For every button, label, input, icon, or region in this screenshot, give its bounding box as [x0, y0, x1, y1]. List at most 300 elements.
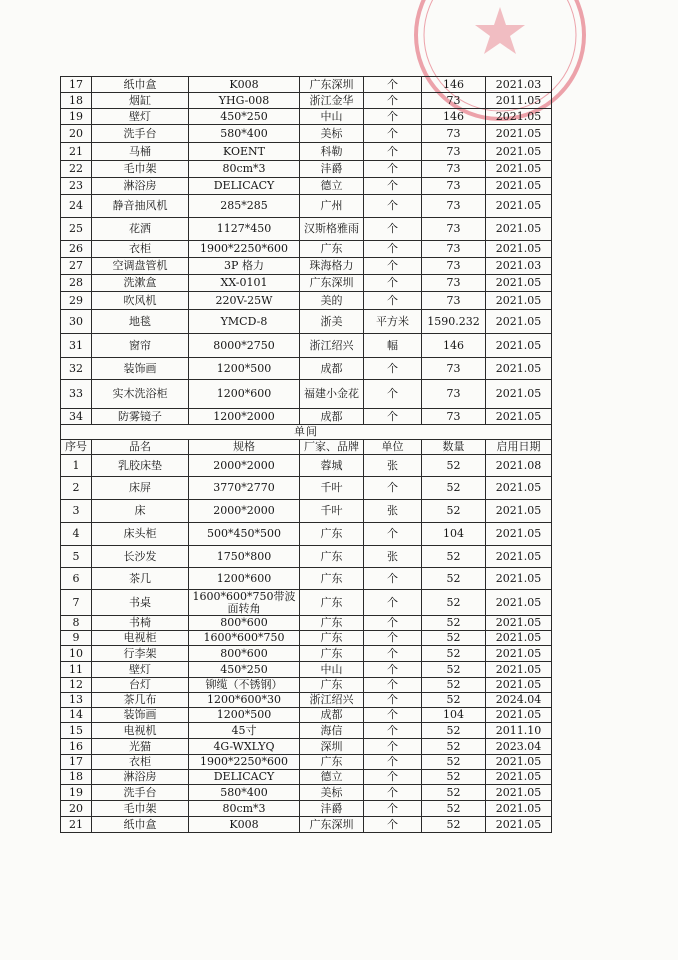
cell-qty: 52 — [422, 739, 486, 755]
table-row — [61, 568, 552, 590]
cell-brand: 广东深圳 — [300, 77, 364, 93]
cell-brand: 广东 — [300, 616, 364, 631]
cell-no: 27 — [61, 258, 92, 275]
cell-date: 2021.05 — [486, 616, 552, 631]
cell-unit: 个 — [364, 380, 422, 409]
cell-no: 23 — [61, 178, 92, 195]
table-row — [61, 678, 552, 693]
cell-name: 地毯 — [92, 310, 189, 334]
cell-name: 书椅 — [92, 616, 189, 631]
cell-no: 14 — [61, 708, 92, 723]
cell-spec: 1200*600 — [189, 380, 300, 409]
table-row — [61, 241, 552, 258]
table-row — [61, 785, 552, 801]
cell-no: 10 — [61, 646, 92, 662]
cell-name: 床头柜 — [92, 523, 189, 546]
table-row — [61, 109, 552, 125]
cell-brand: 广东 — [300, 241, 364, 258]
cell-date: 2021.05 — [486, 161, 552, 178]
cell-spec: 2000*2000 — [189, 500, 300, 523]
cell-date: 2021.05 — [486, 785, 552, 801]
cell-qty: 52 — [422, 693, 486, 708]
cell-unit: 个 — [364, 693, 422, 708]
cell-spec: 580*400 — [189, 125, 300, 143]
cell-unit: 个 — [364, 646, 422, 662]
table-row — [61, 195, 552, 218]
table-row — [61, 616, 552, 631]
cell-name: 行李架 — [92, 646, 189, 662]
cell-qty: 52 — [422, 455, 486, 477]
cell-unit: 个 — [364, 678, 422, 693]
cell-spec: 2000*2000 — [189, 455, 300, 477]
cell-unit: 个 — [364, 770, 422, 785]
cell-name: 电视机 — [92, 723, 189, 739]
table-row — [61, 218, 552, 241]
cell-qty: 104 — [422, 708, 486, 723]
cell-no: 16 — [61, 739, 92, 755]
cell-brand: 广东 — [300, 678, 364, 693]
table-row — [61, 77, 552, 93]
cell-unit: 个 — [364, 195, 422, 218]
cell-brand: 千叶 — [300, 500, 364, 523]
cell-name: 装饰画 — [92, 708, 189, 723]
cell-unit: 个 — [364, 568, 422, 590]
cell-name: 电视柜 — [92, 631, 189, 646]
cell-no: 34 — [61, 409, 92, 425]
cell-brand: 广东 — [300, 568, 364, 590]
cell-date: 2021.05 — [486, 241, 552, 258]
cell-qty: 52 — [422, 500, 486, 523]
cell-no: 8 — [61, 616, 92, 631]
cell-unit: 个 — [364, 631, 422, 646]
cell-qty: 73 — [422, 292, 486, 310]
cell-date: 2011.05 — [486, 93, 552, 109]
cell-name: 毛巾架 — [92, 801, 189, 817]
header-row — [61, 440, 552, 455]
table-row — [61, 93, 552, 109]
cell-spec: 1200*500 — [189, 708, 300, 723]
cell-date: 2021.05 — [486, 409, 552, 425]
cell-no: 18 — [61, 770, 92, 785]
cell-spec: K008 — [189, 77, 300, 93]
cell-date: 2021.05 — [486, 195, 552, 218]
cell-name: 光猫 — [92, 739, 189, 755]
cell-no: 13 — [61, 693, 92, 708]
cell-spec: 8000*2750 — [189, 334, 300, 358]
cell-name: 淋浴房 — [92, 178, 189, 195]
cell-no: 20 — [61, 801, 92, 817]
cell-unit: 个 — [364, 77, 422, 93]
table-row — [61, 455, 552, 477]
table-row — [61, 523, 552, 546]
table-row — [61, 275, 552, 292]
section-title-row — [61, 425, 552, 440]
cell-name: 壁灯 — [92, 109, 189, 125]
cell-name: 防雾镜子 — [92, 409, 189, 425]
cell-no: 21 — [61, 143, 92, 161]
cell-unit: 个 — [364, 662, 422, 678]
cell-name: 床 — [92, 500, 189, 523]
cell-unit: 个 — [364, 708, 422, 723]
cell-brand: 美标 — [300, 125, 364, 143]
cell-qty: 52 — [422, 616, 486, 631]
cell-no: 24 — [61, 195, 92, 218]
cell-no: 33 — [61, 380, 92, 409]
cell-brand: 汉斯格雅雨 — [300, 218, 364, 241]
cell-no: 29 — [61, 292, 92, 310]
cell-qty: 73 — [422, 409, 486, 425]
cell-brand: 福建小金花 — [300, 380, 364, 409]
cell-name: 淋浴房 — [92, 770, 189, 785]
cell-date: 2021.05 — [486, 292, 552, 310]
cell-brand: 广东 — [300, 631, 364, 646]
cell-spec: DELICACY — [189, 178, 300, 195]
cell-unit: 个 — [364, 477, 422, 500]
cell-spec: 80cm*3 — [189, 801, 300, 817]
table-row — [61, 739, 552, 755]
table-row — [61, 143, 552, 161]
cell-qty: 73 — [422, 125, 486, 143]
cell-name: 茶几 — [92, 568, 189, 590]
cell-spec: 285*285 — [189, 195, 300, 218]
cell-name: 实木洗浴柜 — [92, 380, 189, 409]
cell-date: 2021.05 — [486, 755, 552, 770]
cell-spec: 1127*450 — [189, 218, 300, 241]
cell-no: 17 — [61, 755, 92, 770]
cell-brand: 美标 — [300, 785, 364, 801]
cell-spec: 4G-WXLYQ — [189, 739, 300, 755]
cell-brand: 沣爵 — [300, 801, 364, 817]
cell-spec: YMCD-8 — [189, 310, 300, 334]
cell-name: 台灯 — [92, 678, 189, 693]
cell-name: 衣柜 — [92, 241, 189, 258]
cell-qty: 73 — [422, 380, 486, 409]
cell-qty: 73 — [422, 218, 486, 241]
cell-unit: 张 — [364, 500, 422, 523]
cell-spec: 580*400 — [189, 785, 300, 801]
cell-no: 26 — [61, 241, 92, 258]
cell-no: 28 — [61, 275, 92, 292]
cell-unit: 个 — [364, 523, 422, 546]
cell-no: 32 — [61, 358, 92, 380]
cell-brand: 深圳 — [300, 739, 364, 755]
cell-brand: 广东深圳 — [300, 275, 364, 292]
cell-spec: 1200*2000 — [189, 409, 300, 425]
cell-qty: 73 — [422, 358, 486, 380]
cell-no: 9 — [61, 631, 92, 646]
cell-brand: 珠海格力 — [300, 258, 364, 275]
cell-date: 2021.05 — [486, 125, 552, 143]
cell-spec: 1600*600*750 — [189, 631, 300, 646]
table-row — [61, 646, 552, 662]
cell-date: 2021.05 — [486, 380, 552, 409]
cell-brand: 德立 — [300, 178, 364, 195]
cell-brand: 海信 — [300, 723, 364, 739]
cell-spec: K008 — [189, 817, 300, 833]
cell-no: 31 — [61, 334, 92, 358]
cell-qty: 52 — [422, 801, 486, 817]
cell-brand: 中山 — [300, 109, 364, 125]
cell-date: 2021.05 — [486, 500, 552, 523]
inventory-table — [60, 76, 552, 833]
cell-brand: 广东 — [300, 755, 364, 770]
cell-unit: 个 — [364, 292, 422, 310]
table-row — [61, 178, 552, 195]
table-row — [61, 125, 552, 143]
cell-brand: 蓉城 — [300, 455, 364, 477]
cell-qty: 52 — [422, 590, 486, 616]
cell-spec: XX-0101 — [189, 275, 300, 292]
cell-unit: 个 — [364, 616, 422, 631]
cell-qty: 52 — [422, 631, 486, 646]
cell-spec: 1900*2250*600 — [189, 755, 300, 770]
cell-name: 毛巾架 — [92, 161, 189, 178]
table-row — [61, 380, 552, 409]
cell-qty: 52 — [422, 785, 486, 801]
cell-spec: DELICACY — [189, 770, 300, 785]
cell-unit: 个 — [364, 143, 422, 161]
cell-unit: 个 — [364, 723, 422, 739]
cell-no: 6 — [61, 568, 92, 590]
table-row — [61, 292, 552, 310]
table-section-a — [61, 77, 552, 425]
cell-unit: 个 — [364, 258, 422, 275]
cell-spec: 1900*2250*600 — [189, 241, 300, 258]
cell-date: 2021.05 — [486, 477, 552, 500]
cell-qty: 73 — [422, 161, 486, 178]
header-no: 序号 — [61, 440, 92, 455]
table-row — [61, 546, 552, 568]
cell-unit: 平方米 — [364, 310, 422, 334]
cell-unit: 个 — [364, 125, 422, 143]
table-row — [61, 817, 552, 833]
cell-date: 2021.05 — [486, 275, 552, 292]
cell-qty: 52 — [422, 723, 486, 739]
cell-no: 20 — [61, 125, 92, 143]
cell-name: 花洒 — [92, 218, 189, 241]
cell-unit: 张 — [364, 546, 422, 568]
cell-brand: 千叶 — [300, 477, 364, 500]
cell-date: 2021.05 — [486, 310, 552, 334]
cell-qty: 73 — [422, 275, 486, 292]
cell-unit: 个 — [364, 178, 422, 195]
section-title: 单间 — [61, 425, 552, 440]
table-row — [61, 500, 552, 523]
cell-brand: 广东 — [300, 646, 364, 662]
cell-name: 衣柜 — [92, 755, 189, 770]
cell-date: 2024.04 — [486, 693, 552, 708]
cell-name: 装饰画 — [92, 358, 189, 380]
cell-brand: 沣爵 — [300, 161, 364, 178]
cell-name: 乳胶床垫 — [92, 455, 189, 477]
cell-brand: 成都 — [300, 409, 364, 425]
cell-brand: 成都 — [300, 358, 364, 380]
cell-date: 2021.05 — [486, 546, 552, 568]
cell-brand: 广州 — [300, 195, 364, 218]
cell-no: 4 — [61, 523, 92, 546]
cell-spec: 45寸 — [189, 723, 300, 739]
cell-unit: 个 — [364, 785, 422, 801]
cell-unit: 个 — [364, 801, 422, 817]
cell-unit: 个 — [364, 93, 422, 109]
cell-qty: 52 — [422, 817, 486, 833]
cell-spec: 220V-25W — [189, 292, 300, 310]
header-spec: 规格 — [189, 440, 300, 455]
cell-date: 2021.05 — [486, 358, 552, 380]
cell-unit: 个 — [364, 739, 422, 755]
cell-unit: 个 — [364, 218, 422, 241]
cell-qty: 73 — [422, 93, 486, 109]
cell-qty: 52 — [422, 568, 486, 590]
cell-date: 2021.03 — [486, 77, 552, 93]
table-row — [61, 334, 552, 358]
cell-name: 马桶 — [92, 143, 189, 161]
cell-name: 静音抽风机 — [92, 195, 189, 218]
cell-no: 7 — [61, 590, 92, 616]
cell-date: 2021.05 — [486, 646, 552, 662]
cell-date: 2021.05 — [486, 817, 552, 833]
cell-spec: 1200*500 — [189, 358, 300, 380]
cell-qty: 52 — [422, 678, 486, 693]
cell-brand: 德立 — [300, 770, 364, 785]
cell-brand: 广东 — [300, 523, 364, 546]
cell-date: 2021.05 — [486, 801, 552, 817]
cell-unit: 个 — [364, 161, 422, 178]
cell-qty: 52 — [422, 770, 486, 785]
cell-spec: 800*600 — [189, 646, 300, 662]
cell-unit: 张 — [364, 455, 422, 477]
table-row — [61, 723, 552, 739]
cell-name: 纸巾盒 — [92, 817, 189, 833]
table-section-b — [61, 425, 552, 833]
cell-name: 窗帘 — [92, 334, 189, 358]
cell-brand: 浙江金华 — [300, 93, 364, 109]
cell-qty: 52 — [422, 477, 486, 500]
header-unit: 单位 — [364, 440, 422, 455]
table-row — [61, 310, 552, 334]
cell-no: 21 — [61, 817, 92, 833]
cell-name: 空调盘管机 — [92, 258, 189, 275]
table-row — [61, 477, 552, 500]
table-row — [61, 662, 552, 678]
cell-spec: 800*600 — [189, 616, 300, 631]
cell-qty: 73 — [422, 178, 486, 195]
cell-brand: 浙美 — [300, 310, 364, 334]
cell-date: 2021.05 — [486, 334, 552, 358]
cell-no: 2 — [61, 477, 92, 500]
cell-unit: 幅 — [364, 334, 422, 358]
cell-name: 茶几布 — [92, 693, 189, 708]
cell-brand: 中山 — [300, 662, 364, 678]
cell-date: 2011.10 — [486, 723, 552, 739]
cell-qty: 146 — [422, 109, 486, 125]
header-date: 启用日期 — [486, 440, 552, 455]
cell-name: 吹风机 — [92, 292, 189, 310]
table-row — [61, 590, 552, 616]
cell-qty: 52 — [422, 755, 486, 770]
cell-spec: YHG-008 — [189, 93, 300, 109]
cell-brand: 浙江绍兴 — [300, 693, 364, 708]
cell-qty: 146 — [422, 334, 486, 358]
cell-name: 长沙发 — [92, 546, 189, 568]
header-qty: 数量 — [422, 440, 486, 455]
header-brand: 厂家、品牌 — [300, 440, 364, 455]
cell-date: 2021.05 — [486, 178, 552, 195]
cell-name: 床屏 — [92, 477, 189, 500]
cell-qty: 104 — [422, 523, 486, 546]
table-row — [61, 258, 552, 275]
cell-date: 2021.05 — [486, 109, 552, 125]
cell-no: 3 — [61, 500, 92, 523]
cell-date: 2021.05 — [486, 143, 552, 161]
cell-name: 书桌 — [92, 590, 189, 616]
cell-spec: 1750*800 — [189, 546, 300, 568]
cell-no: 19 — [61, 785, 92, 801]
table-row — [61, 708, 552, 723]
cell-unit: 个 — [364, 109, 422, 125]
cell-unit: 个 — [364, 275, 422, 292]
cell-qty: 52 — [422, 662, 486, 678]
table-row — [61, 755, 552, 770]
cell-date: 2021.05 — [486, 770, 552, 785]
cell-date: 2021.03 — [486, 258, 552, 275]
cell-unit: 个 — [364, 358, 422, 380]
cell-brand: 浙江绍兴 — [300, 334, 364, 358]
cell-unit: 个 — [364, 409, 422, 425]
cell-name: 纸巾盒 — [92, 77, 189, 93]
cell-spec: 3P 格力 — [189, 258, 300, 275]
cell-date: 2023.04 — [486, 739, 552, 755]
cell-unit: 个 — [364, 590, 422, 616]
cell-no: 15 — [61, 723, 92, 739]
cell-no: 1 — [61, 455, 92, 477]
cell-unit: 个 — [364, 755, 422, 770]
cell-date: 2021.05 — [486, 662, 552, 678]
cell-qty: 73 — [422, 241, 486, 258]
cell-name: 洗手台 — [92, 125, 189, 143]
cell-date: 2021.08 — [486, 455, 552, 477]
cell-date: 2021.05 — [486, 568, 552, 590]
cell-qty: 52 — [422, 646, 486, 662]
table-row — [61, 358, 552, 380]
cell-date: 2021.05 — [486, 708, 552, 723]
table-row — [61, 631, 552, 646]
cell-spec: 500*450*500 — [189, 523, 300, 546]
header-name: 品名 — [92, 440, 189, 455]
cell-spec: 80cm*3 — [189, 161, 300, 178]
cell-no: 18 — [61, 93, 92, 109]
cell-spec: 1600*600*750带波面转角 — [189, 590, 300, 616]
cell-brand: 广东 — [300, 546, 364, 568]
cell-no: 12 — [61, 678, 92, 693]
cell-date: 2021.05 — [486, 590, 552, 616]
cell-spec: 3770*2770 — [189, 477, 300, 500]
cell-no: 30 — [61, 310, 92, 334]
cell-brand: 广东 — [300, 590, 364, 616]
table-row — [61, 801, 552, 817]
cell-qty: 52 — [422, 546, 486, 568]
cell-qty: 73 — [422, 195, 486, 218]
table-row — [61, 409, 552, 425]
cell-qty: 1590.232 — [422, 310, 486, 334]
cell-no: 19 — [61, 109, 92, 125]
cell-unit: 个 — [364, 817, 422, 833]
cell-qty: 73 — [422, 258, 486, 275]
cell-spec: 1200*600 — [189, 568, 300, 590]
cell-brand: 科勒 — [300, 143, 364, 161]
cell-brand: 成都 — [300, 708, 364, 723]
cell-no: 5 — [61, 546, 92, 568]
